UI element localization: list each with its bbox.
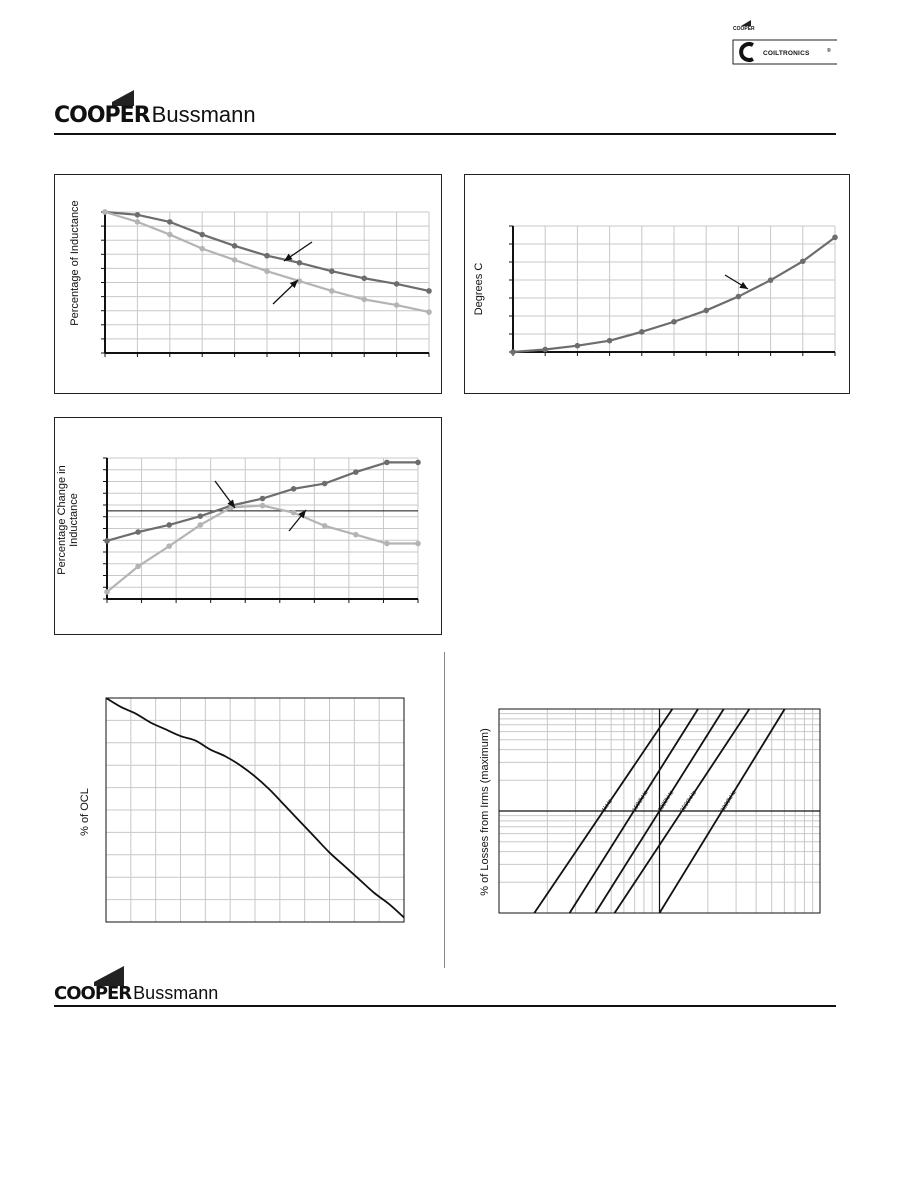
series-label: 3000kHz bbox=[720, 789, 738, 814]
data-point bbox=[736, 294, 742, 300]
chart2-ylabel: Degrees C bbox=[473, 262, 485, 316]
data-point bbox=[167, 219, 173, 225]
data-point bbox=[361, 297, 367, 303]
data-point bbox=[353, 532, 359, 538]
data-point bbox=[384, 541, 390, 547]
data-point bbox=[232, 243, 238, 249]
chart5-ylabel: % of Losses from Irms (maximum) bbox=[479, 728, 491, 896]
data-point bbox=[104, 589, 110, 595]
series-label: 2000kHz bbox=[657, 789, 676, 814]
data-point bbox=[575, 343, 581, 349]
data-point bbox=[135, 212, 141, 218]
data-point bbox=[260, 496, 266, 502]
data-point bbox=[768, 277, 774, 283]
data-point bbox=[353, 469, 359, 475]
data-point bbox=[607, 338, 613, 344]
brand-bussmann: Bussmann bbox=[133, 983, 219, 1003]
chart-panel-3 bbox=[54, 417, 442, 635]
data-point bbox=[415, 460, 421, 466]
badge-name: COILTRONICS bbox=[763, 50, 810, 57]
chart2-plot bbox=[465, 175, 851, 395]
series-line-1 bbox=[107, 506, 418, 592]
series-label: 1500kHz bbox=[631, 789, 650, 814]
data-point bbox=[291, 510, 297, 516]
footer-rule bbox=[54, 1005, 836, 1007]
data-point bbox=[264, 253, 270, 259]
data-point bbox=[542, 347, 548, 353]
data-point bbox=[167, 232, 173, 238]
chart5-plot bbox=[494, 702, 834, 922]
chart1-plot bbox=[55, 175, 443, 395]
brand-bussmann: Bussmann bbox=[151, 102, 256, 127]
data-point bbox=[394, 281, 400, 287]
data-point bbox=[104, 538, 110, 544]
brand-cooper: COOPER bbox=[54, 983, 132, 1004]
data-point bbox=[135, 564, 141, 570]
data-point bbox=[199, 232, 205, 238]
data-point bbox=[166, 543, 172, 549]
data-point bbox=[671, 319, 677, 325]
data-point bbox=[291, 486, 297, 492]
chart3-plot bbox=[55, 418, 443, 636]
data-point bbox=[199, 246, 205, 252]
data-point bbox=[415, 541, 421, 547]
data-point bbox=[384, 460, 390, 466]
column-separator bbox=[444, 652, 445, 968]
data-point bbox=[510, 349, 516, 355]
brand-cooper: COOPER bbox=[54, 103, 150, 128]
chart-panel-1 bbox=[54, 174, 442, 394]
data-point bbox=[297, 260, 303, 266]
data-point bbox=[322, 481, 328, 487]
chart4-ylabel: % of OCL bbox=[79, 788, 91, 836]
annotation-arrow-head bbox=[739, 282, 748, 289]
data-point bbox=[260, 503, 266, 509]
data-point bbox=[232, 257, 238, 263]
series-label: 2500kHz bbox=[679, 790, 699, 814]
data-point bbox=[198, 522, 204, 528]
data-point bbox=[800, 258, 806, 264]
data-point bbox=[322, 523, 328, 529]
data-point bbox=[426, 288, 432, 294]
data-point bbox=[264, 268, 270, 274]
header-rule bbox=[54, 133, 836, 135]
data-point bbox=[639, 329, 645, 335]
data-point bbox=[832, 235, 838, 241]
chart-panel-2 bbox=[464, 174, 850, 394]
series-line-0 bbox=[107, 462, 418, 540]
data-point bbox=[703, 308, 709, 314]
chart4-plot bbox=[94, 690, 424, 930]
data-point bbox=[394, 302, 400, 308]
data-point bbox=[198, 513, 204, 519]
data-point bbox=[329, 268, 335, 274]
data-point bbox=[102, 209, 108, 215]
data-point bbox=[166, 522, 172, 528]
data-point bbox=[426, 309, 432, 315]
chart1-ylabel: Percentage of Inductance bbox=[69, 200, 81, 326]
series-label: 1kHz bbox=[601, 798, 614, 814]
coiltronics-badge bbox=[727, 18, 837, 68]
badge-reg: ® bbox=[827, 48, 831, 54]
data-point bbox=[135, 529, 141, 535]
chart3-ylabel: Percentage Change in Inductance bbox=[56, 465, 80, 575]
data-point bbox=[135, 219, 141, 225]
badge-top-label: COOPER bbox=[733, 26, 755, 32]
data-point bbox=[329, 288, 335, 294]
data-point bbox=[361, 275, 367, 281]
